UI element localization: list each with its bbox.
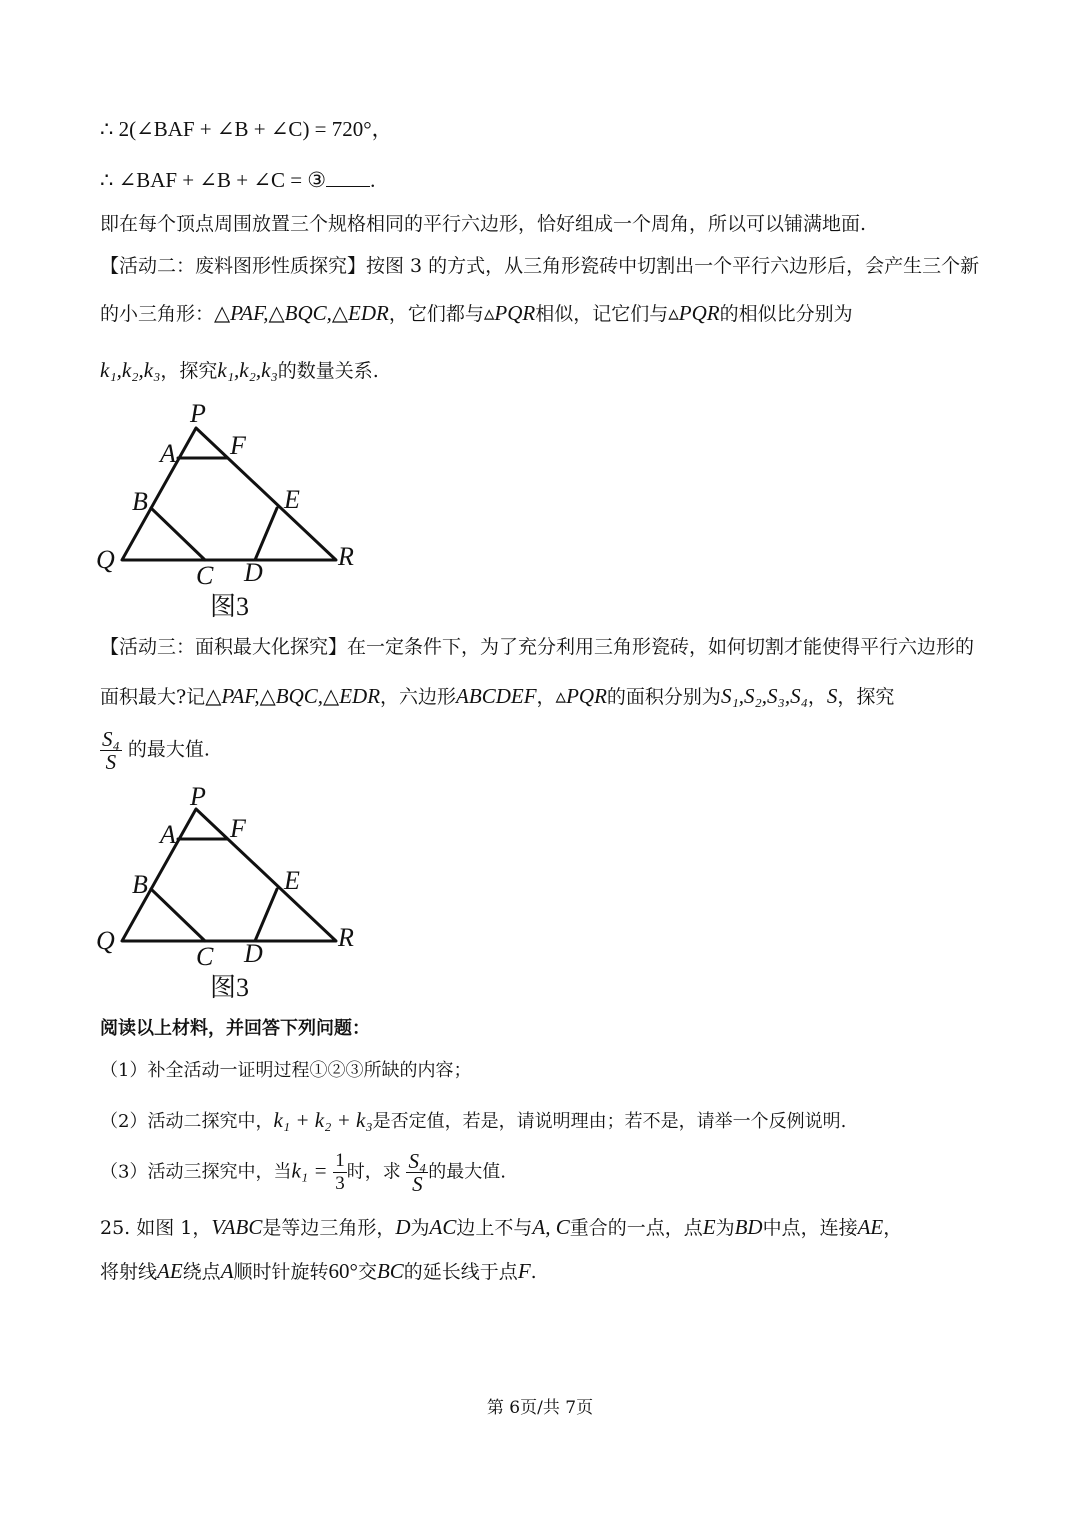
text: 阅读以上材料，并回答下列问题： [100, 1018, 370, 1039]
math: ▵PQR [483, 301, 536, 325]
questions-intro [100, 1016, 370, 1042]
math: VABC [211, 1215, 263, 1239]
label-D: D [244, 558, 263, 587]
text-line [100, 728, 210, 773]
fraction [100, 728, 122, 773]
math: AE [157, 1259, 183, 1283]
label-C: C [196, 561, 214, 590]
math: A [220, 1259, 234, 1283]
text: 的最大值. [127, 738, 210, 761]
math: D [395, 1215, 411, 1239]
figure-caption: 图3 [210, 973, 250, 1002]
math: S₁,S₂,S₃,S₄ [720, 684, 808, 708]
text: 时，求 [346, 1161, 401, 1183]
paragraph-text: 【活动三：面积最大化探究】在一定条件下，为了充分利用三角形瓷砖，如何切割才能使得平行六边形的 [100, 636, 975, 658]
label-A: A [160, 439, 176, 468]
math: E [702, 1215, 716, 1239]
label-R: R [338, 923, 354, 952]
page-footer: 第 6页/共 7页 [486, 1398, 594, 1418]
activity-3-heading [100, 634, 974, 660]
text: 25. 如图 1， [100, 1217, 212, 1239]
text: ，探究 [837, 686, 895, 708]
paragraph-text: 即在每个顶点周围放置三个规格相同的平行六边形，恰好组成一个周角，所以可以铺满地面. [100, 213, 867, 235]
text-line [100, 357, 379, 384]
text: 是等边三角形， [262, 1217, 396, 1239]
math: △PAF,△BQC,△EDR [214, 301, 389, 325]
question-3 [100, 1150, 506, 1195]
fraction [406, 1150, 428, 1195]
text: 为 [715, 1217, 735, 1239]
fraction-denominator: 3 [335, 1173, 345, 1194]
text: 的最大值. [428, 1161, 507, 1183]
question-1 [100, 1058, 471, 1084]
question-2 [100, 1107, 846, 1135]
text: 是否定值，若是，请说明理由；若不是，请举一个反例说明. [372, 1111, 847, 1132]
text: 面积最大?记 [100, 686, 206, 708]
text: ，它们都与 [388, 303, 484, 325]
math: 60° [328, 1259, 358, 1283]
label-A: A [160, 820, 176, 849]
label-D: D [244, 939, 263, 968]
text: 的小三角形： [100, 303, 215, 325]
label-F: F [230, 814, 246, 843]
label-P: P [190, 399, 206, 428]
label-R: R [338, 542, 354, 571]
text-line [100, 683, 894, 710]
text: . [530, 1261, 537, 1283]
label-B: B [132, 487, 148, 516]
label-E: E [284, 866, 300, 895]
fraction-denominator: S [412, 1172, 423, 1196]
text: ，探究 [160, 360, 218, 382]
text: ，六边形 [380, 686, 457, 708]
math: k₁,k₂,k₃ [100, 358, 161, 382]
text: 将射线 [100, 1261, 158, 1283]
math: △PAF,△BQC,△EDR [205, 684, 381, 708]
label-B: B [132, 870, 148, 899]
triangle-figure-1 [90, 398, 380, 623]
figure-caption: 图3 [210, 592, 250, 621]
paragraph-text: 【活动二：废料图形性质探究】按图 3 的方式，从三角形瓷砖中切割出一个平行六边形后，会产生三个新 [100, 255, 980, 277]
text: ， [807, 686, 827, 708]
math: k₁ = [291, 1158, 328, 1183]
math: ABCDEF [456, 684, 537, 708]
math: A, C [532, 1215, 570, 1239]
proof-line-2 [100, 167, 375, 194]
activity-2-heading [100, 253, 979, 279]
label-Q: Q [96, 545, 115, 574]
math: BC [376, 1259, 404, 1283]
label-C: C [196, 942, 214, 971]
period: . [370, 168, 376, 192]
text: （3）活动三探究中，当 [100, 1161, 292, 1183]
text: 的相似比分别为 [719, 303, 853, 325]
math: k₁ + k₂ + k₃ [273, 1108, 373, 1132]
fraction-numerator: S₄ [102, 727, 120, 751]
math: S [826, 684, 838, 708]
label-E: E [284, 485, 300, 514]
text: 重合的一点，点 [569, 1217, 703, 1239]
math: BD [734, 1215, 763, 1239]
fraction-numerator: 1 [335, 1150, 345, 1171]
fraction-numerator: S₄ [408, 1149, 427, 1173]
fraction-denominator: S [105, 750, 117, 774]
math: F [517, 1259, 531, 1283]
text: 交 [357, 1261, 377, 1283]
answer-blank [326, 168, 370, 187]
text: 的数量关系. [277, 360, 379, 382]
problem-25-line-1 [100, 1214, 902, 1241]
label-P: P [190, 782, 206, 811]
text-line [100, 300, 853, 327]
text: 为 [410, 1217, 430, 1239]
text: 绕点 [182, 1261, 221, 1283]
text: 中点，连接 [762, 1217, 858, 1239]
equation: ∴ 2(∠BAF + ∠B + ∠C) = 720°， [100, 117, 393, 141]
text: 相似，记它们与 [535, 303, 669, 325]
text: （2）活动二探究中， [100, 1111, 274, 1132]
equation: ∴ ∠BAF + ∠B + ∠C = ③ [100, 168, 327, 192]
text: （1）补全活动一证明过程①②③所缺的内容； [100, 1060, 472, 1081]
math: k₁,k₂,k₃ [217, 358, 278, 382]
text: 边上不与 [456, 1217, 533, 1239]
text: 的面积分别为 [606, 686, 721, 708]
math: ▵PQR [668, 301, 720, 325]
triangle-figure-2 [90, 781, 380, 1006]
text: ， [536, 686, 556, 708]
fraction [333, 1150, 347, 1195]
problem-25-line-2 [100, 1258, 537, 1285]
label-Q: Q [96, 926, 115, 955]
text: ， [883, 1217, 903, 1239]
label-F: F [230, 431, 246, 460]
proof-line-1 [100, 116, 393, 143]
math: AC [429, 1215, 457, 1239]
text: 的延长线于点 [403, 1261, 518, 1283]
math: ▵PQR [555, 684, 607, 708]
text: 顺时针旋转 [233, 1261, 329, 1283]
math: AE [857, 1215, 884, 1239]
text-line [100, 211, 866, 237]
